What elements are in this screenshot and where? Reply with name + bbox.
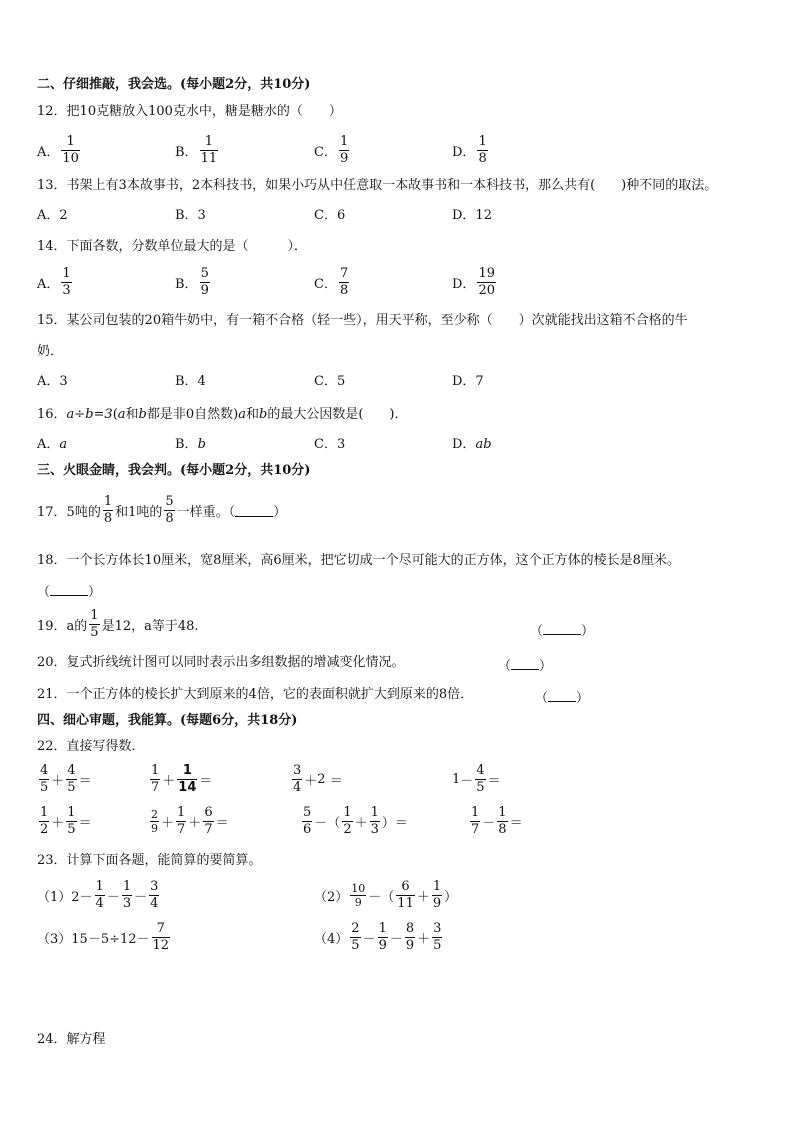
question-21: 21．一个正方体的棱长扩大到原来的4倍，它的表面积就扩大到原来的8倍． — [37, 687, 474, 702]
question-15-line1: 15．某公司包装的20箱牛奶中，有一箱不合格（轻一些），用天平称，至少称（ ）次就能找出这箱不合格的牛 — [37, 313, 688, 328]
question-17: 17．5吨的 $\frac{1}{8}$ 和1吨的 $\frac{5}{8}$ 一样重。（ ） — [37, 494, 287, 526]
question-19: 19．a的 $\frac{1}{5}$ 是12，a等于48. — [37, 608, 199, 640]
q16-option-a: A．a — [37, 437, 68, 452]
question-13: 13．书架上有3本故事书，2本科技书，如果小巧从中任意取一本故事书和一本科技书，那么共有( )种不同的取法。 — [37, 178, 718, 193]
question-14: 14．下面各数，分数单位最大的是（ ）． — [37, 239, 308, 254]
q12-option-a: A． $\frac{1}{10}$ — [37, 134, 79, 166]
q23-calc-2: （2） $\frac{10}{9}$ －（ $\frac{6}{11}$ ＋ $\frac{1}{9}$ ） — [314, 879, 458, 911]
q22-expr-2: $\frac{1}{7}$ ＋ $\frac{1}{14}$ ＝ — [151, 763, 213, 795]
q22-expr-3: $\frac{3}{4}$ ＋ 2 ＝ — [293, 763, 343, 795]
question-20: 20．复式折线统计图可以同时表示出多组数据的增减变化情况。 — [37, 655, 405, 670]
section3-heading: 三、火眼金睛，我会判。(每小题2分，共10分) — [37, 463, 311, 478]
q16-option-d: D．ab — [452, 437, 492, 452]
q15-option-c: C．5 — [314, 374, 346, 389]
question-15-line2: 奶． — [37, 344, 64, 359]
q20-answer-blank: （ ） — [498, 659, 553, 674]
q12-option-c: C． $\frac{1}{9}$ — [314, 134, 349, 166]
question-22-title: 22．直接写得数． — [37, 739, 145, 754]
q13-option-d: D．12 — [452, 208, 492, 223]
q22-expr-5: $\frac{1}{2}$ ＋ $\frac{1}{5}$ ＝ — [40, 805, 92, 837]
q23-calc-1: （1）2－ $\frac{1}{4}$ － $\frac{1}{3}$ － $\frac{3}{4}$ — [37, 879, 159, 911]
section4-heading: 四、细心审题，我能算。(每题6分，共18分) — [37, 713, 298, 728]
question-18-answer: （ ） — [37, 585, 102, 600]
question-23-title: 23．计算下面各题，能简算的要简算。 — [37, 853, 262, 868]
question-12: 12．把10克糖放入100克水中，糖是糖水的（ ） — [37, 104, 342, 119]
q21-answer-blank: （ ） — [535, 691, 590, 706]
q14-option-c: C． $\frac{7}{8}$ — [314, 266, 349, 298]
section2-heading: 二、仔细推敲，我会选。(每小题2分，共10分) — [37, 77, 311, 92]
question-24-title: 24．解方程 — [37, 1032, 106, 1047]
question-16: 16．a÷b=3(a和b都是非0自然数)a和b的最大公因数是( )． — [37, 407, 408, 422]
q19-answer-blank: （ ） — [530, 624, 595, 639]
q16-option-c: C．3 — [314, 437, 346, 452]
q22-expr-1: $\frac{4}{5}$ ＋ $\frac{4}{5}$ ＝ — [40, 763, 92, 795]
q23-calc-4: （4） $\frac{2}{5}$ － $\frac{1}{9}$ － $\frac{8}{9}$ ＋ $\frac{3}{5}$ — [314, 921, 442, 953]
q14-option-d: D． $\frac{19}{20}$ — [452, 266, 495, 298]
q22-expr-7: $\frac{5}{6}$ － （ $\frac{1}{2}$ ＋ $\frac{1}{3}$ ） ＝ — [303, 805, 408, 837]
q15-option-a: A．3 — [37, 374, 68, 389]
q22-expr-6: $\frac{2}{9}$ ＋ $\frac{1}{7}$ ＋ $\frac{6}{7}$ ＝ — [151, 805, 229, 837]
q14-option-a: A． $\frac{1}{3}$ — [37, 266, 71, 298]
q15-option-b: B．4 — [175, 374, 206, 389]
q12-option-b: B． $\frac{1}{11}$ — [175, 134, 218, 166]
q22-expr-4: 1 － $\frac{4}{5}$ ＝ — [452, 763, 501, 795]
q22-expr-8: $\frac{1}{7}$ － $\frac{1}{8}$ ＝ — [471, 805, 523, 837]
q15-option-d: D．7 — [452, 374, 484, 389]
q13-option-a: A．2 — [37, 208, 68, 223]
q13-option-b: B．3 — [175, 208, 206, 223]
q13-option-c: C．6 — [314, 208, 346, 223]
q14-option-b: B． $\frac{5}{9}$ — [175, 266, 209, 298]
question-18: 18．一个长方体长10厘米，宽8厘米，高6厘米，把它切成一个尽可能大的正方体，这个正方体的棱长是8厘米。 — [37, 553, 680, 568]
q23-calc-3: （3）15－5÷12－ $\frac{7}{12}$ — [37, 921, 170, 953]
q16-option-b: B．b — [175, 437, 206, 452]
q12-option-d: D． $\frac{1}{8}$ — [452, 134, 487, 166]
